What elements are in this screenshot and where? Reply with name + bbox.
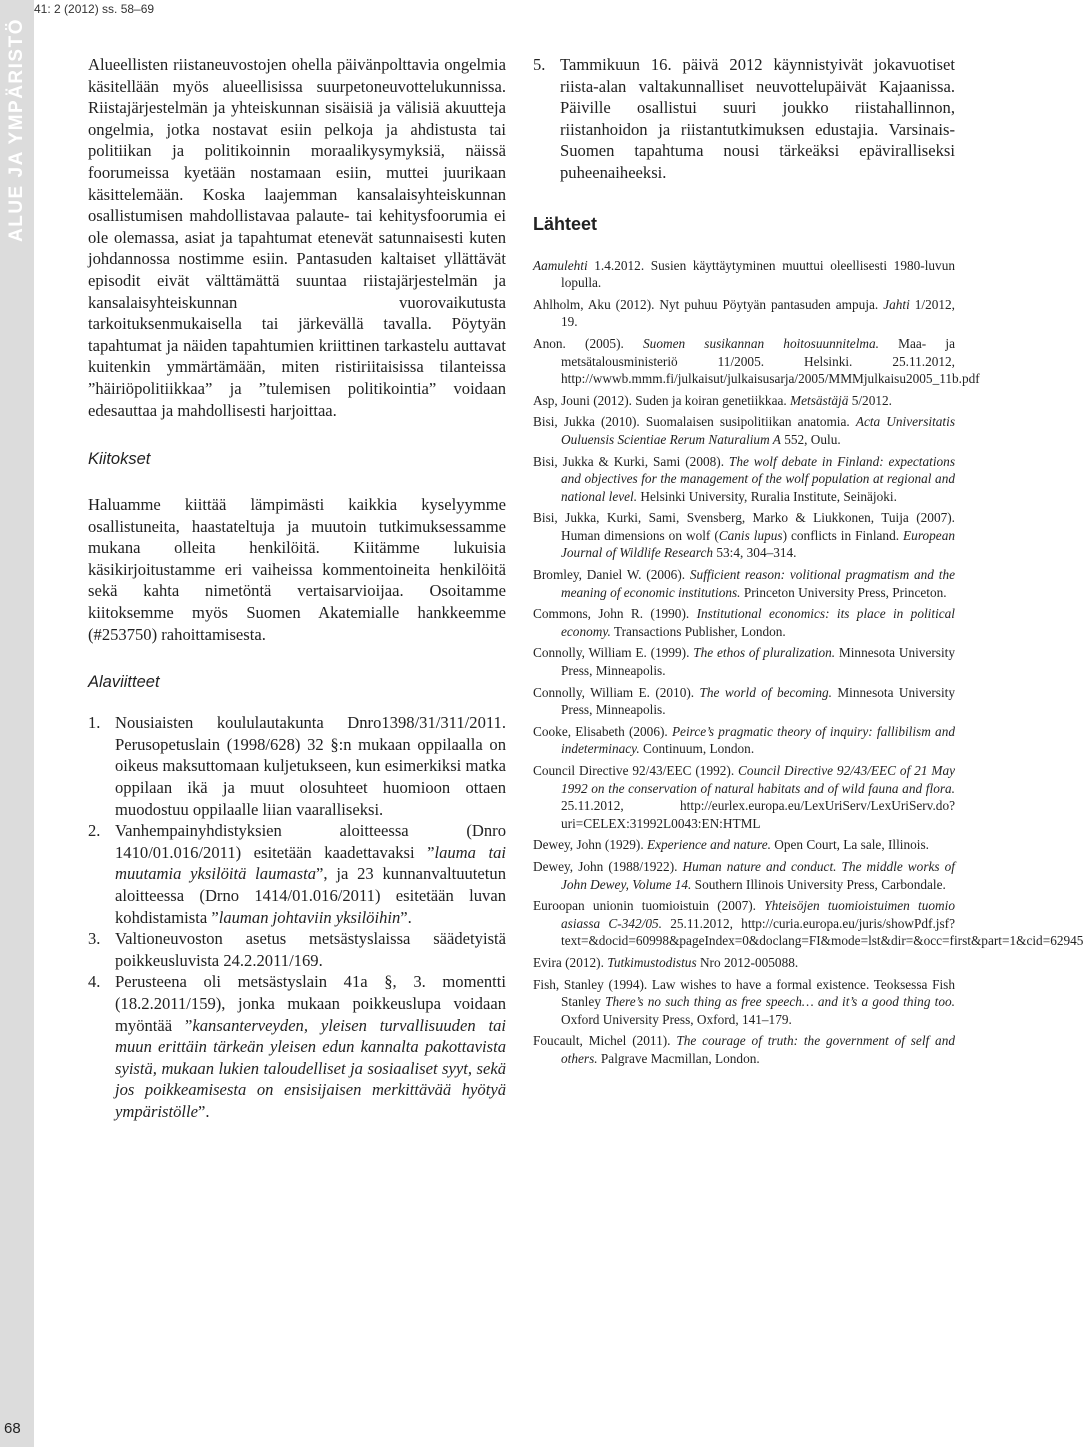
reference-item: Bisi, Jukka & Kurki, Sami (2008). The wolf debate in Finland: expectations and objectives for the management of the wolf population at regional and national level. Helsinki University, Ruralia Institute, Seinäjoki. — [533, 453, 955, 504]
reference-item: Foucault, Michel (2011). The courage of truth: the government of self and others. Palgrave Macmillan, London. — [533, 1033, 956, 1066]
reference-item: Connolly, William E. (2010). The world of becoming. Minnesota University Press, Minneapolis. — [533, 684, 956, 718]
footnote-list — [88, 712, 506, 1122]
reference-item: Bisi, Jukka, Kurki, Sami, Svensberg, Marko & Liukkonen, Tuija (2007). Human dimensions on wolf (Canis lupus) conflicts in Finland. European Journal of Wildlife Research 53:4, 304–314. — [533, 510, 955, 561]
acknowledgements-text: Haluamme kiittää lämpimästi kaikkia kyselyymme osallistuneita, haastateltuja ja muutoin tutkimuksessamme mukana olleita henkilöitä. Kiitämme lukuisia käsikirjoitustamme eri vaiheissa kommentoineita henkilöitä sekä kahta nimetöntä vertaisarvioijaa. Osoitamme kiitoksemme myös Suomen Akatemialle hankkeemme (#253750) rahoittamisesta. — [88, 495, 506, 644]
footnote-text: Perusteena oli metsästyslain 41a §, 3. momentti (18.2.2011/159), jonka mukaan poikkeuslupa voidaan myöntää ”kansanterveyden, yleisen turvallisuuden tai muun erittäin tärkeän yleisen edun kannalta pakottavista syistä, mukaan lukien taloudelliset ja sosiaaliset syyt, sekä jos poikkeamisesta on ensisijaisen merkittävää hyötyä ympäristölle”. — [115, 972, 507, 1121]
footnote-item — [88, 971, 506, 1122]
reference-item: Ahlholm, Aku (2012). Nyt puhuu Pöytyän pantasuden ampuja. Jahti 1/2012, 19. — [533, 296, 955, 330]
footnote-number: 4. — [88, 972, 101, 992]
reference-item: Anon. (2005). Suomen susikannan hoitosuunnitelma. Maa- ja metsätalousministeriö 11/2005. Helsinki. 25.11.2012, http://wwwb.mmm.fi/julkaisut/julkaisusarja/2005/MMMjulkaisu2005_11b.pdf — [533, 335, 980, 387]
footnote-number: 1. — [88, 713, 101, 733]
reference-item: Dewey, John (1988/1922). Human nature and conduct. The middle works of John Dewey, Volume 14. Southern Illinois University Press, Carbondale. — [533, 858, 955, 892]
reference-item: Cooke, Elisabeth (2006). Peirce’s pragmatic theory of inquiry: fallibilism and indeterminacy. Continuum, London. — [533, 723, 955, 757]
footnote-item — [533, 54, 955, 184]
footnote-text: Tammikuun 16. päivä 2012 käynnistyivät jokavuotiset riista-alan valtakunnalliset neuvottelupäivät Kajaanissa. Päiville osallistui suuri joukko riistahallinnon, riistanhoidon ja riistantutkimuksen edustajia. Varsinais-Suomen tapahtuma nousi tärkeäksi epäviralliseksi puheenaiheeksi. — [560, 55, 955, 182]
reference-list — [533, 257, 1083, 1068]
footnote-text: Vanhempainyhdistyksien aloitteessa (Dnro 1410/01.016/2011) esitetään kaadettavaksi ”lauma tai muutamia yksilöitä laumasta”, ja 23 kunnanvaltuutetun aloitteessa (Drno 1414/01.016/2011) esitetään luvan kohdistamista ”lauman johtaviin yksilöihin”. — [115, 821, 507, 927]
reference-item: Bisi, Jukka (2010). Suomalaisen susipolitiikan anatomia. Acta Universitatis Ouluensis Scientiae Rerum Naturalium A 552, Oulu. — [533, 414, 955, 447]
footnote-number: 5. — [533, 55, 546, 74]
reference-item: Commons, John R. (1990). Institutional economics: its place in political economy. Transactions Publisher, London. — [533, 606, 956, 639]
footnote-item — [88, 712, 506, 820]
reference-item: Euroopan unionin tuomioistuin (2007). Yhteisöjen tuomioistuimen tuomio asiassa C-342/05. 25.11.2012, http://curia.europa.eu/juris/showPdf.jsf?text=&docid=60998&pageIndex=0&doclang=FI&mode=lst&dir=&occ=first&part=1&cid=62945 — [533, 898, 1083, 949]
page-number: 68 — [4, 1420, 21, 1437]
reference-item: Fish, Stanley (1994). Law wishes to have a formal existence. Teoksessa Fish Stanley There’s no such thing as free speech… and it’s a good thing too. Oxford University Press, Oxford, 141–179. — [533, 976, 955, 1027]
body-paragraph: Alueellisten riistaneuvostojen ohella päivänpolttavia ongelmia käsitellään myös alueellisissa suurpetoneuvottelukunnissa. Riistajärjestelmän ja yhteiskunnan sisäisiä ja välisiä akuutteja ongelmia, jotka nostavat esiin pelkoja ja ahdistusta tai politiikan ja politikoinnin moraalikysymyksiä, näissä foorumeissa kyetään nostamaan esiin, muttei juurikaan käsittelemään. Koska laajemman kansalaisyhteiskunnan osallistumisen mahdollistavaa palaute- tai kehitysfoorumia ei ole olemassa, asiat ja tapahtumat etenevät satunnaisesti kuten johdannossa nostimme esiin. Pantasuden kaltaiset yllättävät episodit eivät välttämättä suuntaa riistajärjestelmän ja kansalaisyhteiskunnan vuorovaikutusta tarkoituksenmukaisella tai järkevällä tavalla. Pöytyän tapahtumat ja näiden tapahtumien kriittinen tarkastelu auttavat kuitenkin ymmärtämään, miten ristiriitaisissa tilanteissa ”häiriöpolitiikkaa” ja ”tulemisen politikointia” voidaan edesauttaa ja mahdollisesti harjoittaa. — [88, 55, 506, 420]
lahteet-heading: Lähteet — [533, 213, 598, 234]
reference-item: Evira (2012). Tutkimustodistus Nro 2012-005088. — [533, 954, 799, 970]
footnote-number: 3. — [88, 929, 101, 949]
alaviitteet-heading: Alaviitteet — [88, 673, 160, 692]
footnote-number: 2. — [88, 821, 101, 841]
reference-item: Aamulehti 1.4.2012. Susien käyttäytyminen muuttui oleellisesti 1980-luvun lopulla. — [533, 257, 955, 291]
reference-item: Dewey, John (1929). Experience and nature. Open Court, La sale, Illinois. — [533, 837, 929, 853]
reference-item: Connolly, William E. (1999). The ethos of pluralization. Minnesota University Press, Minneapolis. — [533, 645, 955, 679]
journal-reference: 41: 2 (2012) ss. 58–69 — [34, 2, 155, 16]
reference-item: Council Directive 92/43/EEC (1992). Council Directive 92/43/EEC of 21 May 1992 on the conservation of natural habitats and of wild fauna and flora. 25.11.2012, http://eurlex.europa.eu/LexUriServ/LexUriServ.do?uri=CELEX:31992L0043:EN:HTML — [533, 763, 955, 831]
footnote-text: Valtioneuvoston asetus metsästyslaissa säädetyistä poikkeusluvista 24.2.2011/169. — [115, 929, 506, 970]
footnote-item — [88, 928, 506, 971]
footnote-item — [88, 820, 506, 928]
reference-item: Asp, Jouni (2012). Suden ja koiran genetiikkaa. Metsästäjä 5/2012. — [533, 392, 892, 408]
footnote-text: Nousiaisten koululautakunta Dnro1398/31/311/2011. Perusopetuslain (1998/628) 32 §:n mukaan oppilaalla on oikeus maksuttomaan kuljetukseen, kun esimerkiksi matka oppilaan ikä ja muut olosuhteet huomioon ottaen muodostuu oppilaalle liian vaaralliseksi. — [115, 713, 506, 819]
kiitokset-heading: Kiitokset — [88, 450, 151, 469]
reference-item: Bromley, Daniel W. (2006). Sufficient reason: volitional pragmatism and the meaning of economic institutions. Princeton University Press, Princeton. — [533, 567, 956, 600]
left-column — [88, 54, 506, 1123]
section-label: ALUE JA YMPÄRISTÖ — [6, 18, 27, 242]
section-sidebar — [0, 0, 34, 1447]
right-column — [533, 54, 1083, 1072]
